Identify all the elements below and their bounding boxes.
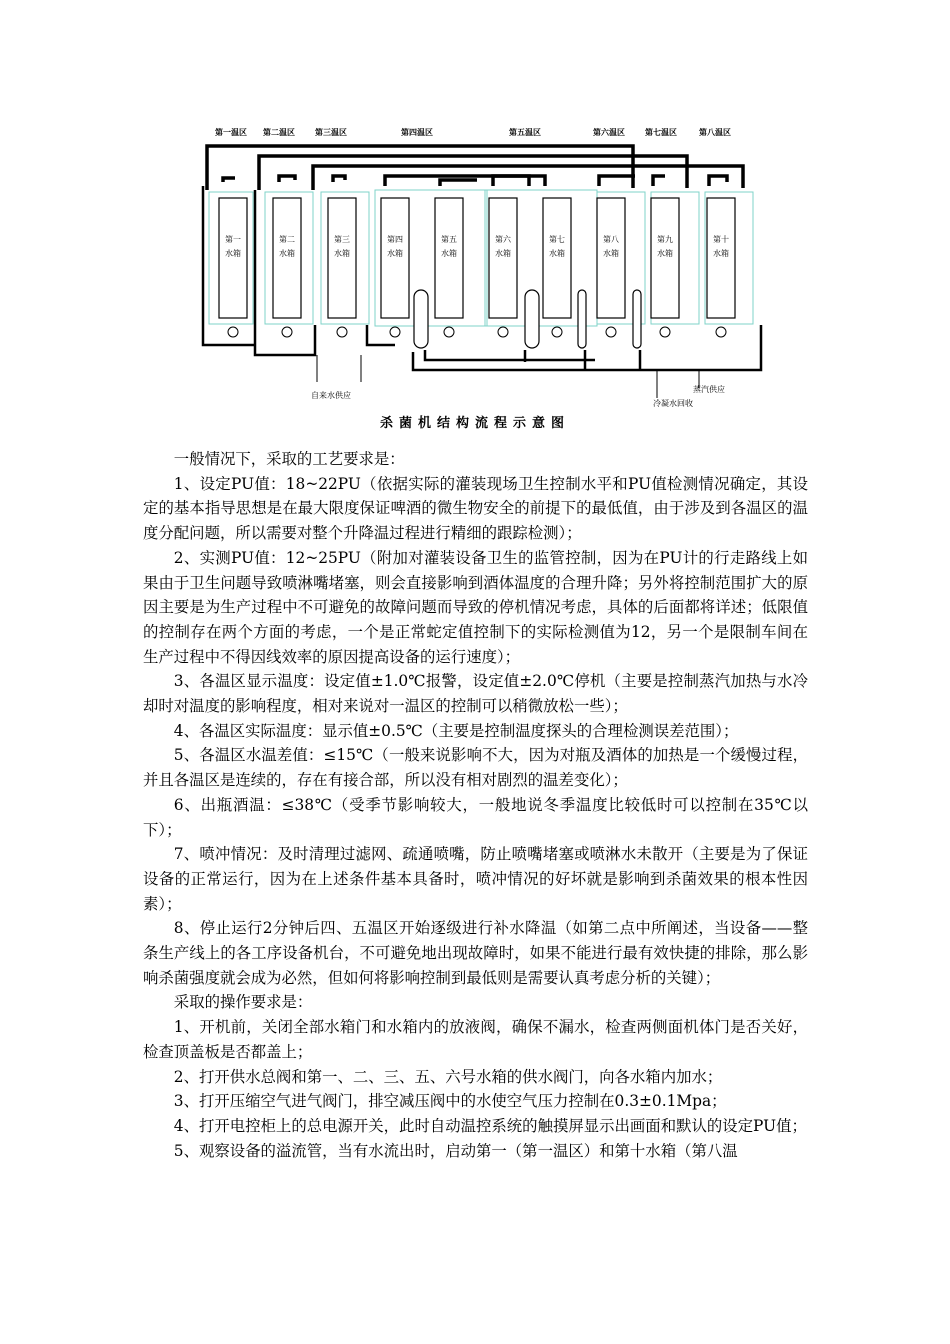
- tank-label-8: 第八: [603, 235, 619, 244]
- paragraph: 1、设定PU值：18~22PU（依据实际的灌装现场卫生控制水平和PU值检测情况确定，其设定的基本指导思想是在最大限度保证啤酒的微生物安全的前提下的最低值，由于涉及到各温区的温度分配问题，所以需要对整个升降温过程进行精细的跟踪检测）；: [143, 474, 808, 543]
- paragraph: 3、打开压缩空气进气阀门，排空减压阀中的水使空气压力控制在0.3±0.1Mpa；: [173, 1092, 727, 1111]
- tank-sub-4: 水箱: [387, 249, 403, 258]
- top-piping: [207, 146, 743, 190]
- zone-label-2: 第二温区: [263, 128, 295, 137]
- tank-label-1: 第一: [225, 235, 241, 244]
- tank-sub-3: 水箱: [334, 249, 350, 258]
- tank-label-7: 第七: [549, 235, 565, 244]
- paragraph: 1、开机前，关闭全部水箱门和水箱内的放液阀，确保不漏水，检查两侧面机体门是否关好，检查顶盖板是否都盖上；: [143, 1018, 808, 1061]
- tank-label-5: 第五: [441, 235, 457, 244]
- tank-sub-7: 水箱: [549, 249, 565, 258]
- tank-label-10: 第十: [713, 235, 729, 244]
- paragraph: 4、打开电控柜上的总电源开关，此时自动温控系统的触摸屏显示出画面和默认的设定PU值；: [173, 1116, 807, 1135]
- paragraph: 5、各温区水温差值：≤15℃（一般来说影响不大，因为对瓶及酒体的加热是一个缓慢过程，并且各温区是连续的，存在有接合部，所以没有相对剧烈的温差变化）；: [143, 746, 808, 790]
- zone-label-4: 第四温区: [401, 128, 433, 137]
- tank-label-9: 第九: [657, 235, 673, 244]
- tank-sub-9: 水箱: [657, 249, 673, 258]
- tank-sub-2: 水箱: [279, 249, 295, 258]
- tank-label-4: 第四: [387, 235, 403, 244]
- tank-sub-6: 水箱: [495, 249, 511, 258]
- tank-sub-5: 水箱: [441, 249, 457, 258]
- tank-sub-10: 水箱: [713, 249, 729, 258]
- zone-label-3: 第三温区: [315, 128, 347, 137]
- condensate-return-label: 冷凝水回收: [653, 399, 693, 408]
- tank-label-3: 第三: [334, 235, 350, 244]
- diagram-caption: 杀菌机结构流程示意图: [379, 416, 570, 431]
- paragraph: 8、停止运行2分钟后四、五温区开始逐级进行补水降温（如第二点中所阐述，当设备——整条生产线上的各工序设备机台，不可避免地出现故障时，如果不能进行最有效快捷的排除，那么影响杀菌强度就会成为必然，但如何将影响控制到最低则是需要认真考虑分析的关键）；: [143, 919, 808, 987]
- paragraph: 2、打开供水总阀和第一、二、三、五、六号水箱的供水阀门，向各水箱内加水；: [173, 1067, 723, 1086]
- paragraph: 一般情况下，采取的工艺要求是：: [173, 450, 405, 468]
- zone-label-8: 第八温区: [699, 128, 731, 137]
- tanks: [219, 198, 735, 318]
- zone-label-1: 第一温区: [215, 128, 247, 137]
- zone-label-5: 第五温区: [509, 128, 541, 137]
- zone-label-7: 第七温区: [645, 128, 677, 137]
- body-text: [143, 447, 808, 1163]
- pumps: [228, 327, 726, 337]
- tank-sub-1: 水箱: [225, 249, 241, 258]
- paragraph: 6、出瓶酒温：≤38℃（受季节影响较大，一般地说冬季温度比较低时可以控制在35℃以下）；: [143, 795, 808, 839]
- zone-label-6: 第六温区: [593, 128, 625, 137]
- feed-lines: [317, 355, 699, 398]
- sterilizer-flow-diagram: [195, 120, 775, 415]
- tank-label-6: 第六: [495, 235, 511, 244]
- tap-water-label: 自来水供应: [311, 391, 351, 400]
- steam-supply-label: 蒸汽供应: [693, 385, 725, 394]
- paragraph: 2、实测PU值：12~25PU（附加对灌装设备卫生的监管控制，因为在PU计的行走路线上如果由于卫生问题导致喷淋嘴堵塞，则会直接影响到酒体温度的合理升降；另外将控制范围扩大的原因主要是为生产过程中不可避免的故障问题而导致的停机情况考虑，具体的后面都将详述；低限值的控制存在两个方面的考虑，一个是正常蛇定值控制下的实际检测值为12，另一个是限制车间在生产过程中不得因线效率的原因提高设备的运行速度）；: [143, 548, 808, 666]
- paragraph: 4、各温区实际温度：显示值±0.5℃（主要是控制温度探头的合理检测误差范围）；: [173, 721, 739, 740]
- paragraph: 5、观察设备的溢流管，当有水流出时，启动第一（第一温区）和第十水箱（第八温: [173, 1141, 738, 1160]
- paragraph: 3、各温区显示温度：设定值±1.0℃报警，设定值±2.0℃停机（主要是控制蒸汽加热与水冷却时对温度的影响程度，相对来说对一温区的控制可以稍微放松一些）；: [143, 672, 808, 716]
- tank-sub-8: 水箱: [603, 249, 619, 258]
- tank-label-2: 第二: [279, 235, 295, 244]
- paragraph: 采取的操作要求是：: [173, 993, 313, 1012]
- paragraph: 7、喷冲情况：及时清理过滤网、疏通喷嘴，防止喷嘴堵塞或喷淋水未散开（主要是为了保证设备的正常运行，因为在上述条件基本具备时，喷冲情况的好坏就是影响到杀菌效果的根本性因素）；: [143, 845, 808, 913]
